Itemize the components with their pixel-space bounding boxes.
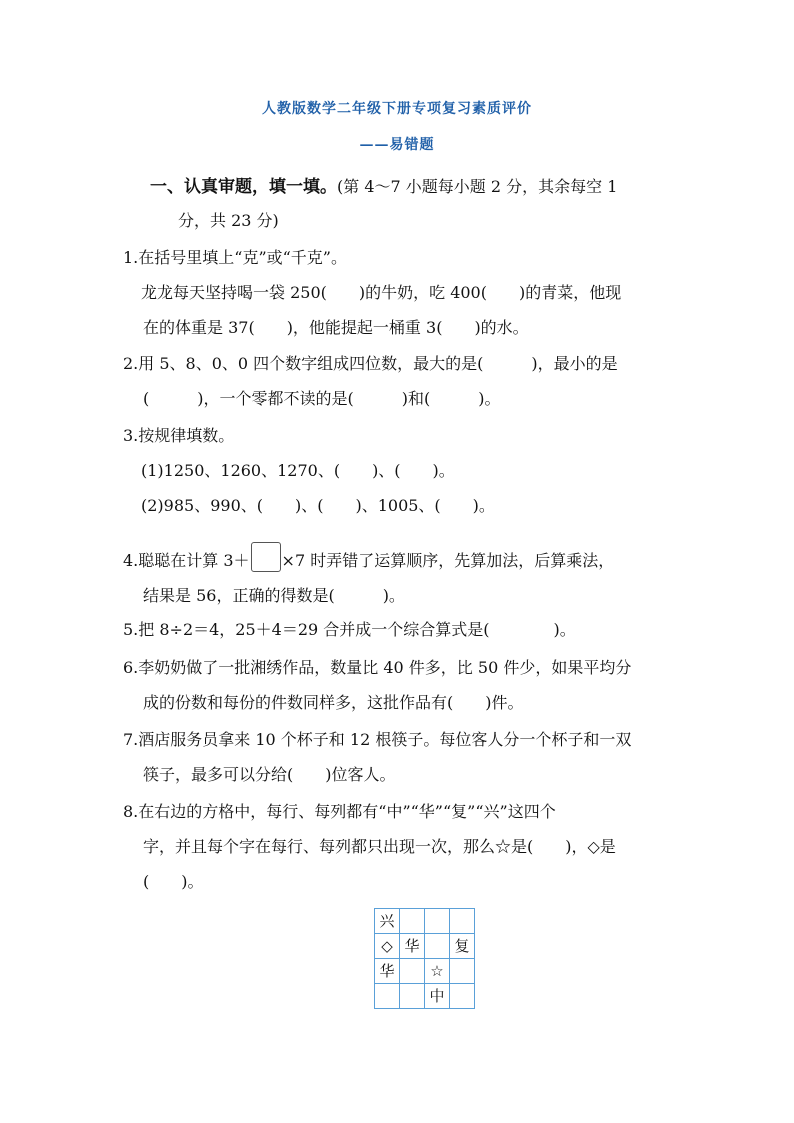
q1-line-2: 龙龙每天坚持喝一袋 250( )的牛奶，吃 400( )的青菜，他现	[141, 283, 622, 302]
page-title: 人教版数学二年级下册专项复习素质评价	[262, 101, 532, 117]
grid-cell	[400, 984, 425, 1009]
q8-line-2: 字，并且每个字在每行、每列都只出现一次，那么☆是( )，◇是	[143, 837, 616, 856]
q1-line-1: 1.在括号里填上“克”或“千克”。	[123, 248, 347, 267]
q8-line-1: 8.在右边的方格中，每行、每列都有“中”“华”“复”“兴”这四个	[123, 802, 556, 821]
character-grid	[374, 908, 475, 1009]
q1-line-3: 在的体重是 37( )，他能提起一桶重 3( )的水。	[143, 318, 529, 337]
grid-row	[375, 984, 475, 1009]
page-subtitle: ——易错题	[359, 137, 435, 153]
grid-cell	[400, 959, 425, 984]
question-2	[123, 346, 703, 416]
question-4	[123, 542, 703, 613]
q8-line-3: ( )。	[143, 872, 204, 891]
q6-line-1: 6.李奶奶做了一批湘绣作品，数量比 40 件多，比 50 件少，如果平均分	[123, 658, 632, 677]
grid-cell: 华	[375, 959, 400, 984]
q4-line-1b: ×7 时弄错了运算顺序，先算加法，后算乘法，	[281, 551, 615, 570]
answer-box[interactable]	[251, 542, 281, 572]
grid-cell	[450, 909, 475, 934]
grid-cell: 华	[400, 934, 425, 959]
grid-cell: ◇	[375, 934, 400, 959]
grid-cell: 中	[425, 984, 450, 1009]
grid-cell	[425, 934, 450, 959]
q2-line-1: 2.用 5、8、0、0 四个数字组成四位数，最大的是( )，最小的是	[123, 354, 618, 373]
grid-row	[375, 959, 475, 984]
q5-line-1: 5.把 8÷2＝4，25＋4＝29 合并成一个综合算式是( )。	[123, 620, 576, 639]
q4-line-2: 结果是 56，正确的得数是( )。	[143, 586, 405, 605]
question-3	[123, 418, 703, 523]
grid-cell: 兴	[375, 909, 400, 934]
grid-row	[375, 909, 475, 934]
q7-line-1: 7.酒店服务员拿来 10 个杯子和 12 根筷子。每位客人分一个杯子和一双	[123, 730, 632, 749]
section-heading: 一、认真审题，填一填。	[150, 177, 337, 197]
q3-line-2: (1)1250、1260、1270、( )、( )。	[141, 461, 455, 480]
grid-row	[375, 934, 475, 959]
grid-cell	[450, 984, 475, 1009]
question-1	[123, 240, 703, 345]
question-5	[123, 612, 703, 647]
grid-cell	[400, 909, 425, 934]
q6-line-2: 成的份数和每份的件数同样多，这批作品有( )件。	[143, 693, 524, 712]
grid-cell: ☆	[425, 959, 450, 984]
grid-cell	[425, 909, 450, 934]
q4-line-1a: 4.聪聪在计算 3＋	[123, 551, 250, 570]
grid-cell	[450, 959, 475, 984]
q7-line-2: 筷子，最多可以分给( )位客人。	[143, 765, 396, 784]
section-note-2: 分，共 23 分)	[178, 211, 279, 230]
section-note-1: (第 4～7 小题每小题 2 分，其余每空 1	[337, 177, 618, 196]
grid-cell	[375, 984, 400, 1009]
q2-line-2: ( )，一个零都不读的是( )和( )。	[143, 389, 501, 408]
question-6	[123, 650, 703, 720]
q3-line-3: (2)985、990、( )、( )、1005、( )。	[141, 496, 495, 515]
question-7	[123, 722, 703, 792]
grid-cell: 复	[450, 934, 475, 959]
question-8	[123, 794, 703, 899]
q3-line-1: 3.按规律填数。	[123, 426, 235, 445]
section-header	[150, 170, 710, 238]
